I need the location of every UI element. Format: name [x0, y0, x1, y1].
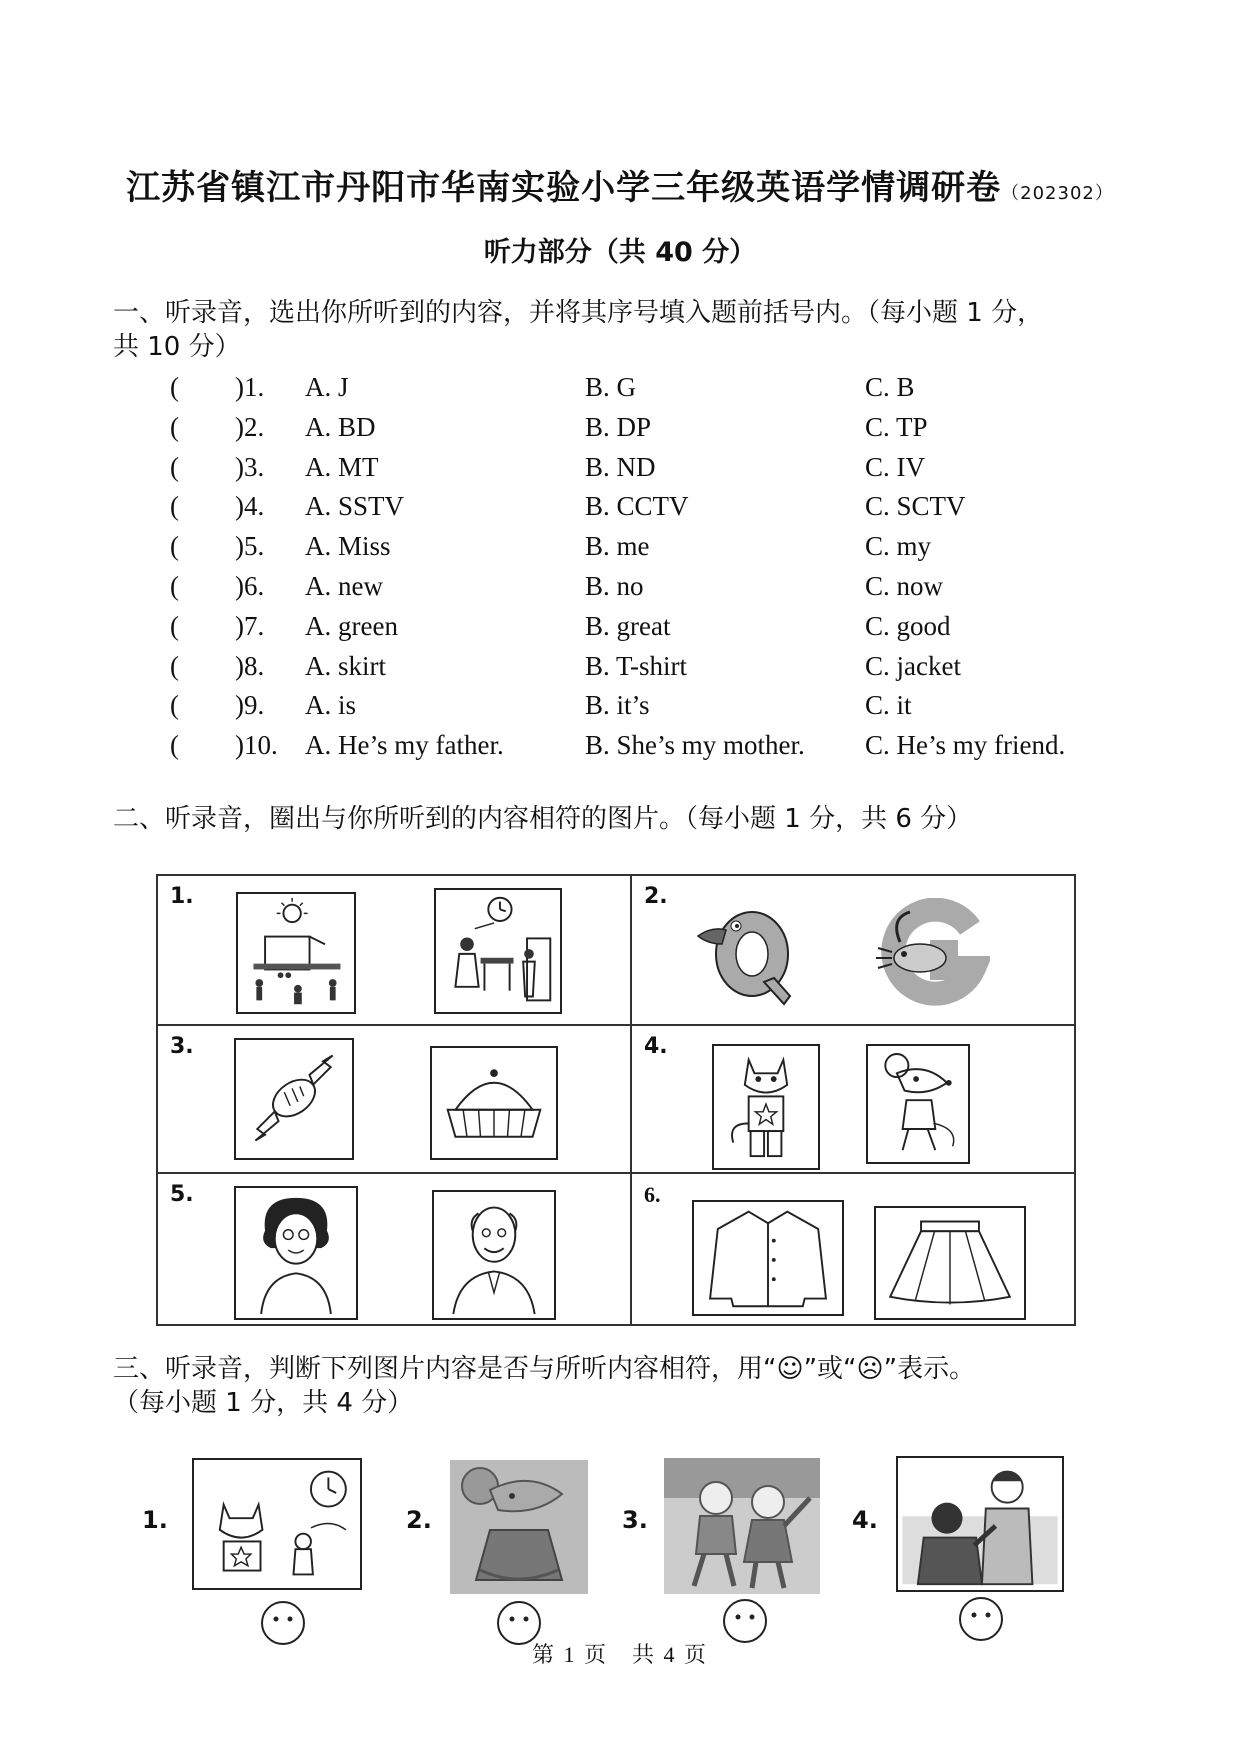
question-row [150, 611, 1110, 651]
exam-title-date: （202302） [1001, 183, 1114, 204]
question-number: )7. [235, 610, 265, 641]
cell-number: 3. [170, 1034, 194, 1059]
option-b: B. G [585, 372, 637, 402]
picture-cake[interactable] [430, 1046, 558, 1160]
section1-heading-line2: 共 10 分） [113, 332, 241, 362]
answer-bracket[interactable]: ( [170, 451, 179, 482]
face-icon-4[interactable] [958, 1596, 1004, 1642]
option-a: A. is [305, 690, 357, 721]
picture-cat-mouse-clock[interactable] [192, 1458, 362, 1590]
question-row [150, 651, 1110, 691]
cell-number: 5. [170, 1182, 194, 1207]
option-b: B. no [585, 571, 644, 601]
option-a: A. new [305, 571, 383, 601]
family-icon [898, 1458, 1062, 1590]
outdoor-scene-icon [238, 894, 354, 1012]
question-row [150, 372, 1110, 412]
picture-two-kids[interactable] [664, 1458, 820, 1594]
option-c: C. IV [865, 451, 925, 482]
question-number: )2. [235, 411, 265, 442]
section3-item-number: 2. [406, 1506, 432, 1534]
picture-woman[interactable] [234, 1186, 358, 1320]
picture-cat[interactable] [712, 1044, 820, 1170]
option-c: C. now [865, 571, 944, 601]
grid-cell-1 [158, 876, 632, 1026]
option-b: B. ND [585, 451, 656, 482]
option-b: B. great [585, 610, 671, 641]
mouse-icon [868, 1046, 968, 1162]
answer-bracket[interactable]: ( [170, 491, 179, 522]
option-c: C. He’s my friend. [865, 730, 1066, 761]
cell-number: 2. [644, 884, 668, 909]
question-row [150, 452, 1110, 492]
picture-family[interactable] [896, 1456, 1064, 1592]
picture-skirt[interactable] [874, 1206, 1026, 1320]
mouse-dress-icon [450, 1460, 588, 1594]
page-footer: 第 1 页 共 4 页 [531, 1642, 708, 1667]
question-number: )5. [235, 531, 265, 562]
answer-bracket[interactable]: ( [170, 531, 179, 562]
question-number: )6. [235, 571, 265, 601]
letter-q-bird-icon [692, 896, 802, 1008]
question-row [150, 412, 1110, 452]
grid-cell-2 [632, 876, 1074, 1026]
picture-mouse[interactable] [866, 1044, 970, 1164]
skirt-icon [876, 1208, 1024, 1318]
option-a: A. SSTV [305, 491, 405, 522]
option-a: A. Miss [305, 531, 391, 562]
option-a: A. MT [305, 451, 379, 482]
cake-icon [432, 1048, 556, 1158]
section3-item-number: 4. [852, 1506, 878, 1534]
question-row [150, 730, 1110, 770]
option-a: A. skirt [305, 650, 386, 681]
woman-icon [236, 1188, 356, 1318]
section2-heading: 二、听录音，圈出与你所听到的内容相符的图片。（每小题 1 分，共 6 分） [113, 804, 973, 834]
option-b: B. CCTV [585, 491, 689, 522]
picture-letter-g-goat[interactable] [870, 898, 990, 1008]
question-number: )1. [235, 372, 265, 402]
option-b: B. T-shirt [585, 650, 688, 681]
answer-bracket[interactable]: ( [170, 372, 179, 402]
option-b: B. DP [585, 411, 652, 442]
cell-number: 1. [170, 884, 194, 909]
option-c: C. my [865, 531, 932, 562]
answer-bracket[interactable]: ( [170, 411, 179, 442]
option-a: A. He’s my father. [305, 730, 504, 761]
cat-mouse-clock-icon [194, 1460, 360, 1588]
picture-old-man[interactable] [432, 1190, 556, 1320]
picture-jacket[interactable] [692, 1200, 844, 1316]
option-b: B. it’s [585, 690, 650, 721]
question-row [150, 491, 1110, 531]
section1-heading-line1: 一、听录音，选出你所听到的内容，并将其序号填入题前括号内。（每小题 1 分， [113, 298, 1044, 328]
option-b: B. She’s my mother. [585, 730, 805, 761]
section3-heading [113, 1352, 1143, 1420]
option-c: C. good [865, 610, 951, 641]
picture-indoor-clock-scene[interactable] [434, 888, 562, 1014]
option-b: B. me [585, 531, 650, 562]
option-c: C. it [865, 690, 912, 721]
option-c: C. jacket [865, 650, 961, 681]
question-number: )4. [235, 491, 265, 522]
grid-cell-5 [158, 1174, 632, 1324]
grid-cell-4 [632, 1026, 1074, 1174]
exam-title [0, 160, 1240, 209]
question-number: )8. [235, 650, 265, 681]
indoor-clock-scene-icon [436, 890, 560, 1012]
exam-title-text: 江苏省镇江市丹阳市华南实验小学三年级英语学情调研卷 [126, 168, 1002, 208]
option-c: C. TP [865, 411, 928, 442]
option-a: A. BD [305, 411, 376, 442]
question-number: )9. [235, 690, 265, 721]
option-a: A. green [305, 610, 398, 641]
answer-bracket[interactable]: ( [170, 730, 179, 761]
grid-cell-6 [632, 1174, 1074, 1324]
question-number: )10. [235, 730, 278, 761]
section3-heading-line1: 三、听录音，判断下列图片内容是否与所听内容相符，用“☺”或“☹”表示。 [113, 1354, 976, 1384]
section1-heading [113, 296, 1143, 364]
question-row [150, 531, 1110, 571]
question-number: )3. [235, 451, 265, 482]
jacket-icon [694, 1202, 842, 1314]
option-c: C. B [865, 372, 915, 402]
grid-cell-3 [158, 1026, 632, 1174]
old-man-icon [434, 1192, 554, 1318]
listening-part-subtitle: 听力部分（共 40 分） [483, 237, 757, 268]
section3-item-number: 3. [622, 1506, 648, 1534]
cell-number: 4. [644, 1034, 668, 1059]
cat-icon [714, 1046, 818, 1168]
candy-icon [236, 1040, 352, 1158]
picture-candy[interactable] [234, 1038, 354, 1160]
question-row [150, 690, 1110, 730]
cell-number: 6. [644, 1182, 661, 1207]
option-c: C. SCTV [865, 491, 966, 522]
picture-mouse-dress[interactable] [450, 1460, 588, 1594]
answer-bracket[interactable]: ( [170, 690, 179, 721]
section2-picture-grid [156, 874, 1076, 1326]
answer-bracket[interactable]: ( [170, 610, 179, 641]
answer-bracket[interactable]: ( [170, 650, 179, 681]
two-kids-icon [664, 1458, 820, 1594]
option-a: A. J [305, 372, 349, 402]
question-row [150, 571, 1110, 611]
letter-g-goat-icon [870, 898, 990, 1008]
picture-letter-q-bird[interactable] [692, 896, 802, 1008]
picture-outdoor-scene[interactable] [236, 892, 356, 1014]
answer-bracket[interactable]: ( [170, 571, 179, 601]
section3-heading-line2: （每小题 1 分，共 4 分） [113, 1388, 414, 1418]
section3-item-number: 1. [142, 1506, 168, 1534]
